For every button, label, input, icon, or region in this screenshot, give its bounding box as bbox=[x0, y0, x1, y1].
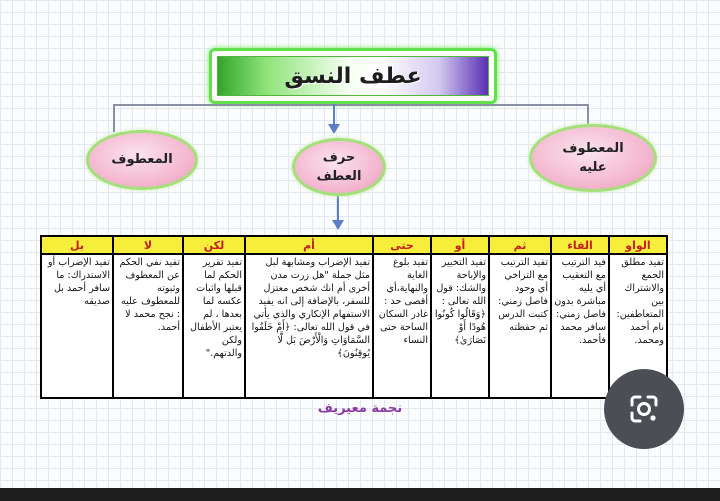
header-lakin: لكن bbox=[183, 236, 245, 254]
node-conjoined-label: المعطوف bbox=[111, 152, 173, 168]
diagram-title: عطف النسق bbox=[284, 63, 422, 89]
arrow-to-center-shaft bbox=[333, 104, 335, 126]
cell-text: تفيد الإضراب أو الاستدراك: ما سافر أحمد بل صديقه bbox=[47, 257, 110, 307]
node-conjoined-to-label: المعطوف عليه bbox=[562, 140, 624, 175]
header-fa: الفاء bbox=[551, 236, 609, 254]
cell-text: تفيد الإضراب ومشابهة لبل مثل جملة "هل زرت مدن أخرى أم انك شخص معتزل للسفر، بالإضافة إلى انه يفيد الاستفهام الإنكاري والذي يأتي في قول الله تعالى: ﴿أَمْ خَلَقُوا السَّمَاوَاتِ وَالْأَرْضَ بَل لَّا يُوقِنُونَ﴾ bbox=[251, 257, 370, 359]
table-header-row bbox=[41, 236, 667, 254]
bottom-bar bbox=[0, 488, 720, 501]
header-thumma: ثم bbox=[489, 236, 551, 254]
cell-text: تفيد بلوغ الغاية والنهاية،أي أقصى حد : غادر السكان الساحة حتى النساء bbox=[378, 257, 428, 346]
connector-right-drop bbox=[587, 104, 589, 124]
cell-text: تفيد التخيير والإباحة والشك: قول الله تعالى : ﴿وَقَالُوا كُونُوا هُودًا أَوْ نَصَارَىٰ﴾ bbox=[434, 257, 486, 346]
header-la: لا bbox=[113, 236, 183, 254]
node-conjunction-label: حرف العطف bbox=[316, 149, 362, 184]
cell-aw bbox=[431, 254, 489, 398]
cell-fa bbox=[551, 254, 609, 398]
arrow-to-table-head bbox=[332, 220, 344, 230]
title-banner bbox=[217, 56, 489, 96]
table-body-row bbox=[41, 254, 667, 398]
cell-lakin bbox=[183, 254, 245, 398]
cell-am bbox=[245, 254, 373, 398]
cell-thumma bbox=[489, 254, 551, 398]
connector-horizontal bbox=[113, 104, 589, 106]
cell-text: تفيد الترتيب مع التراخي أي وجود فاصل زمني: كتبت الدرس ثم حفظته bbox=[498, 257, 548, 333]
arrow-to-center-head bbox=[328, 124, 340, 134]
header-aw: أو bbox=[431, 236, 489, 254]
cell-hatta bbox=[373, 254, 431, 398]
google-lens-icon bbox=[626, 391, 662, 427]
connector-left-drop bbox=[113, 104, 115, 132]
cell-la bbox=[113, 254, 183, 398]
node-conjoined bbox=[86, 130, 198, 190]
cell-text: فيد الترتيب مع التعقيب أي يليه مباشرة بدون فاصل زمني: سافر محمد فأحمد. bbox=[554, 257, 606, 346]
cell-text: تفيد تقرير الحكم لما قبلها واثبات عكسه لما بعدها ، لم يعتبر الأطفال ولكن والدتهم." bbox=[190, 257, 242, 359]
header-hatta: حتى bbox=[373, 236, 431, 254]
node-conjunction bbox=[292, 138, 386, 196]
cell-text: تفيد مطلق الجمع والاشتراك بين المتعاطفين: نام أحمد ومحمد. bbox=[616, 257, 664, 346]
conjunction-table bbox=[40, 235, 668, 399]
header-bal: بل bbox=[41, 236, 113, 254]
node-conjoined-to bbox=[529, 124, 657, 192]
title-box bbox=[209, 48, 497, 104]
author-signature: نجمة معيريف bbox=[317, 401, 403, 416]
google-lens-button[interactable] bbox=[604, 369, 684, 449]
cell-text: تفيد نفي الحكم عن المعطوف وثبوته للمعطوف عليه : نجح محمد لا أحمد. bbox=[119, 257, 180, 333]
header-waw: الواو bbox=[609, 236, 667, 254]
cell-bal bbox=[41, 254, 113, 398]
header-am: أم bbox=[245, 236, 373, 254]
